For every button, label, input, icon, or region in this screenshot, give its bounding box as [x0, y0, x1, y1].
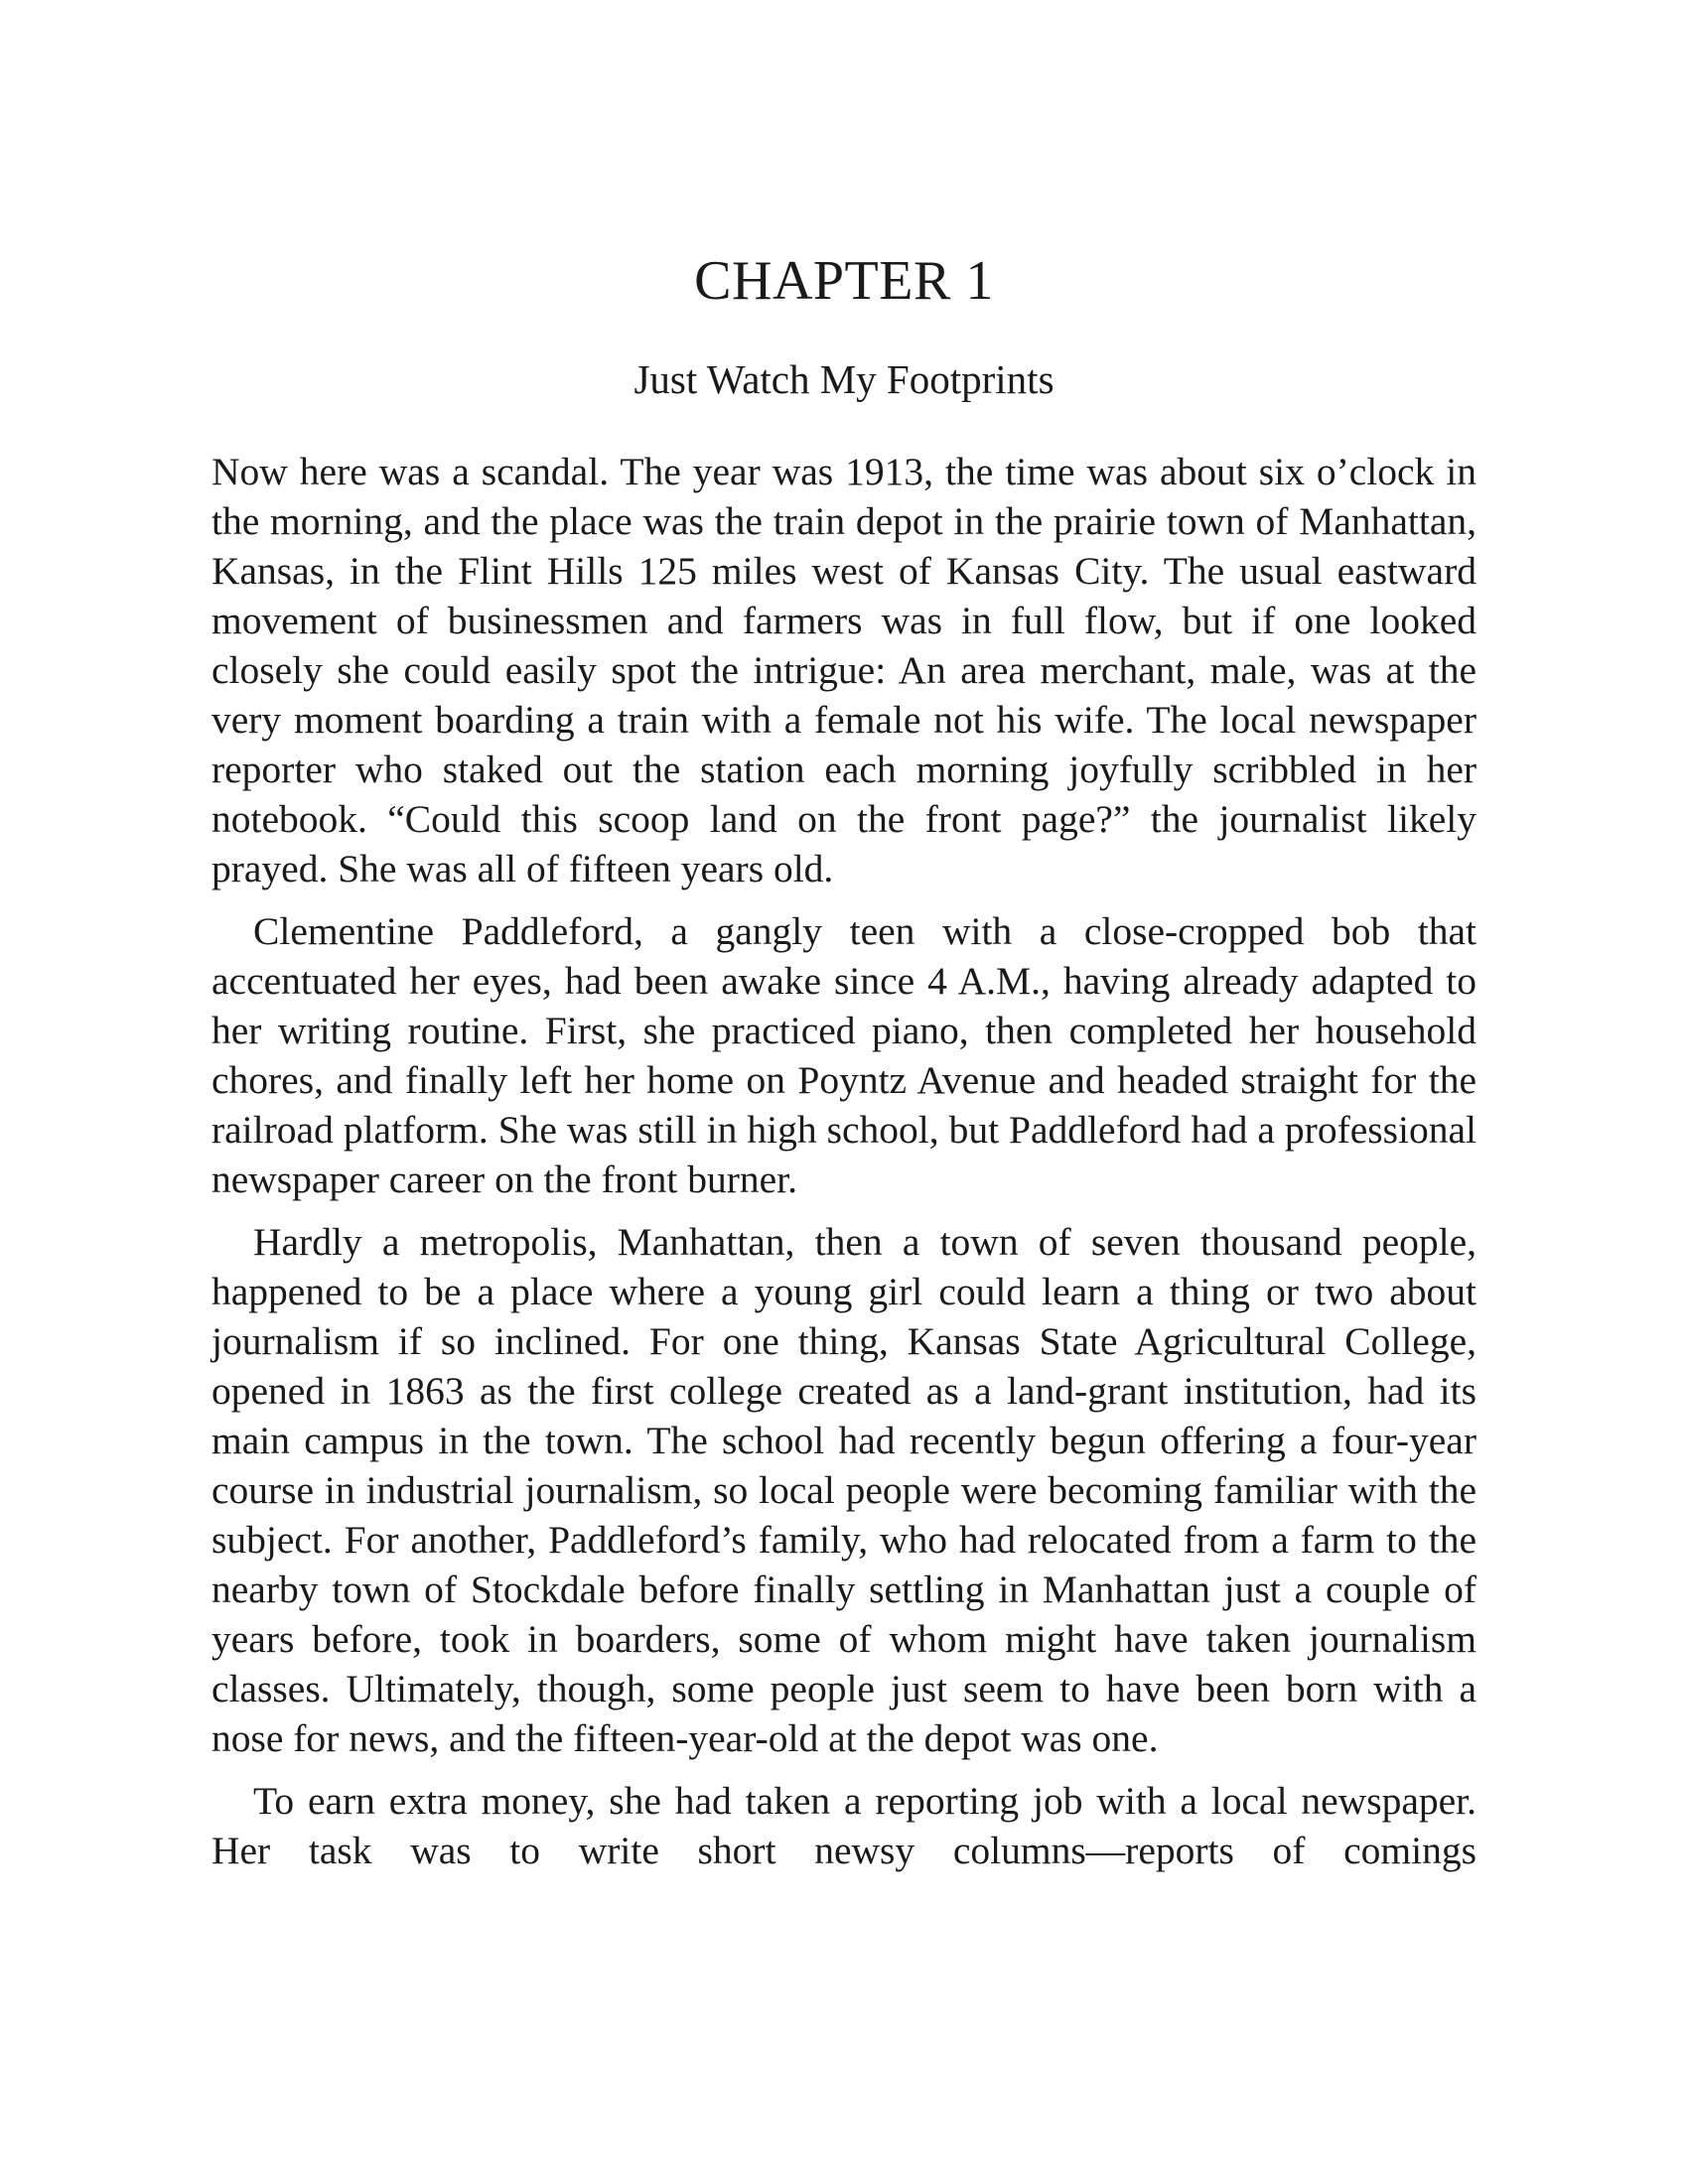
- chapter-title: Just Watch My Footprints: [633, 356, 1055, 402]
- paragraph-1: Now here was a scandal. The year was 1913, the time was about six o’clock in the morning, and the place was the train depot in the prairie town of Manhattan, Kansas, in the Flint Hills 125 miles west of Kansas City. The usual eastward movement of businessmen and farmers was in full flow, but if one looked closely she could easily spot the intrigue: An area merchant, male, was at the very moment boarding a train with a female not his wife. The local newspaper reporter who staked out the station each morning joyfully scribbled in her notebook. “Could this scoop land on the front page?” the journalist likely prayed. She was all of fifteen years old.: [211, 450, 1477, 890]
- paragraph-4: To earn extra money, she had taken a reporting job with a local newspaper. Her task was to write short newsy columns—reports of comings: [211, 1779, 1477, 1872]
- chapter-body: [211, 447, 1477, 1888]
- paragraph-2: Clementine Paddleford, a gangly teen with a close-cropped bob that accentuated her eyes, had been awake since 4 A.M., having already adapted to her writing routine. First, she practiced piano, then completed her household chores, and finally left her home on Poyntz Avenue and headed straight for the railroad platform. She was still in high school, but Paddleford had a professional newspaper career on the front burner.: [211, 909, 1477, 1201]
- chapter-number: CHAPTER 1: [694, 250, 994, 312]
- paragraph-3: Hardly a metropolis, Manhattan, then a town of seven thousand people, happened to be a place where a young girl could learn a thing or two about journalism if so inclined. For one thing, Kansas State Agricultural College, opened in 1863 as the first college created as a land-grant institution, had its main campus in the town. The school had recently begun offering a four-year course in industrial journalism, so local people were becoming familiar with the subject. For another, Paddleford’s family, who had relocated from a farm to the nearby town of Stockdale before finally settling in Manhattan just a couple of years before, took in boarders, some of whom might have taken journalism classes. Ultimately, though, some people just seem to have been born with a nose for news, and the fifteen-year-old at the depot was one.: [211, 1220, 1477, 1760]
